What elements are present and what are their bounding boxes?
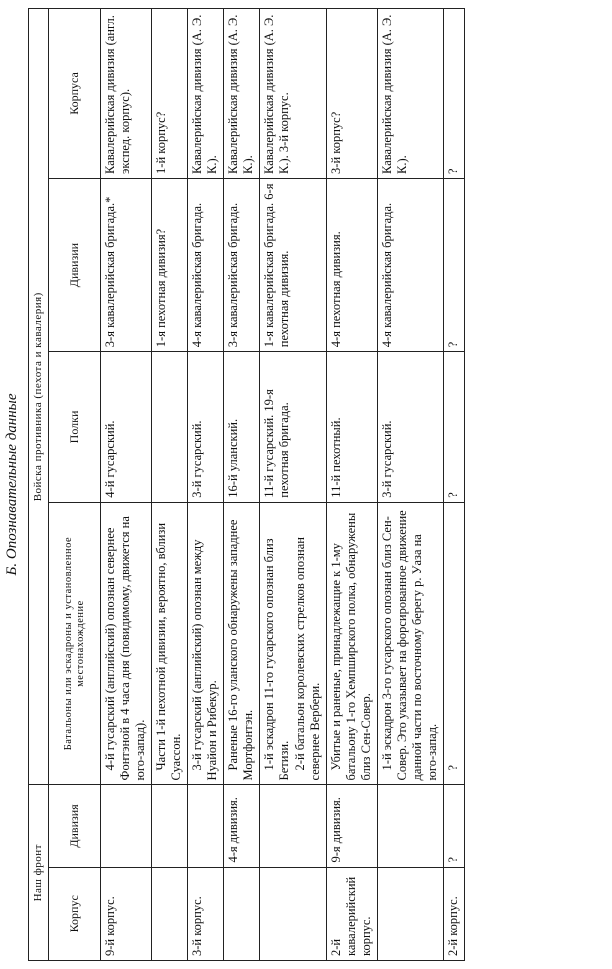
cell-battalions (327, 502, 378, 785)
cell-corps (378, 867, 444, 960)
cell-division (152, 785, 188, 867)
cell-division (378, 785, 444, 867)
cell-corps2: 3-й корпус? (327, 9, 378, 179)
table-row (188, 9, 224, 961)
cell-divisions: 4-я кавалерийская бригада. (378, 178, 444, 351)
cell-regiments: 3-й гусарский. (378, 352, 444, 502)
column-header-row (49, 9, 101, 961)
battalion-entry: 1-й эскадрон 3-го гусарского опознан близ Сен-Совер. Это указывает на форсированное движение данной части по восточному берегу р. Уаза на юго-запад. (380, 510, 439, 781)
cell-divisions: 3-я кавалерийская бригада.* (101, 178, 152, 351)
cell-regiments: 3-й гусарский. (188, 352, 224, 502)
cell-regiments: 4-й гусарский. (101, 352, 152, 502)
table-row (101, 9, 152, 961)
table-row (444, 9, 465, 961)
cell-divisions: 3-я кавалерийская бригада. (224, 178, 260, 351)
table-row (327, 9, 378, 961)
cell-corps2: 1-й корпус? (152, 9, 188, 179)
col-regiments-header: Полки (49, 352, 101, 502)
battalion-entry: 1-й эскадрон 11-го гусарского опознан близ Бетизи. (262, 538, 291, 781)
cell-corps2: Кавалерийская дивизия (А. Э. К.). 3-й корпус. (260, 9, 327, 179)
cell-battalions (444, 502, 465, 785)
cell-corps: 3-й корпус. (188, 867, 224, 960)
cell-corps (224, 867, 260, 960)
table-body (101, 9, 465, 961)
cell-corps2: ? (444, 9, 465, 179)
cell-division: 9-я дивизия. (327, 785, 378, 867)
cell-corps2: Кавалерийская дивизия (А. Э. К.). (188, 9, 224, 179)
our-front-header: Наш фронт (29, 785, 49, 961)
battalion-entry: Части 1-й пехотной дивизии, вероятно, вблизи Суассон. (154, 522, 183, 781)
cell-division (101, 785, 152, 867)
col-corps-header: Корпус (49, 867, 101, 960)
cell-corps: 9-й корпус. (101, 867, 152, 960)
cell-division (188, 785, 224, 867)
table-row (378, 9, 444, 961)
cell-battalions (260, 502, 327, 785)
cell-division: ? (444, 785, 465, 867)
battalion-entry: 3-й гусарский (английский) опознан между Нуайон и Рибекур. (190, 539, 219, 781)
cell-corps2: Кавалерийская дивизия (англ. экспед. корпус). (101, 9, 152, 179)
cell-division (260, 785, 327, 867)
cell-battalions (378, 502, 444, 785)
cell-battalions (224, 502, 260, 785)
cell-corps (152, 867, 188, 960)
col-battalions-header: Батальоны или эскадроны и установленное местонахождение (49, 502, 101, 785)
cell-divisions: 4-я кавалерийская бригада. (188, 178, 224, 351)
cell-battalions (152, 502, 188, 785)
cell-regiments: 11-й гусарский. 19-я пехотная бригада. (260, 352, 327, 502)
cell-corps (260, 867, 327, 960)
battalion-entry: 2-й батальон королевских стрелков опознан севернее Вербери. (293, 537, 322, 781)
cell-corps2: Кавалерийская дивизия (А. Э. К.). (224, 9, 260, 179)
col-division-header: Дивизия (49, 785, 101, 867)
identification-table (28, 8, 465, 961)
cell-regiments: ? (444, 352, 465, 502)
cell-division: 4-я дивизия. (224, 785, 260, 867)
cell-corps: 2-й корпус. (444, 867, 465, 960)
battalion-entry: Убитые и раненые, принадлежащие к 1-му батальону 1-го Хемпширского полка, обнаружены близ Сен-Совер. (329, 512, 373, 781)
cell-corps: 2-й кавалерийский корпус. (327, 867, 378, 960)
enemy-header: Войска противника (пехота и кавалерия) (29, 9, 49, 785)
cell-regiments: 11-й пехотный. (327, 352, 378, 502)
col-divisions-header: Дивизии (49, 178, 101, 351)
cell-divisions: 1-я кавалерийская бригада. 6-я пехотная дивизия. (260, 178, 327, 351)
page-title: Б. Опознавательные данные (4, 393, 20, 576)
table-row (260, 9, 327, 961)
col-corps2-header: Корпуса (49, 9, 101, 179)
cell-divisions: 1-я пехотная дивизия? (152, 178, 188, 351)
cell-divisions: ? (444, 178, 465, 351)
battalion-entry: ? (446, 764, 460, 771)
group-header-row (29, 9, 49, 961)
cell-corps2: Кавалерийская дивизия (А. Э. К.). (378, 9, 444, 179)
table-row (224, 9, 260, 961)
cell-regiments: 16-й уланский. (224, 352, 260, 502)
cell-divisions: 4-я пехотная дивизия. (327, 178, 378, 351)
table-row (152, 9, 188, 961)
battalion-entry: 4-й гусарский (английский) опознан севернее Фонтэной в 4 часа дня (повидимому, движется на юго-запад). (103, 516, 147, 781)
battalion-entry: Раненые 16-го уланского обнаружены западнее Мортфонтэн. (226, 519, 255, 781)
cell-regiments (152, 352, 188, 502)
cell-battalions (188, 502, 224, 785)
cell-battalions (101, 502, 152, 785)
